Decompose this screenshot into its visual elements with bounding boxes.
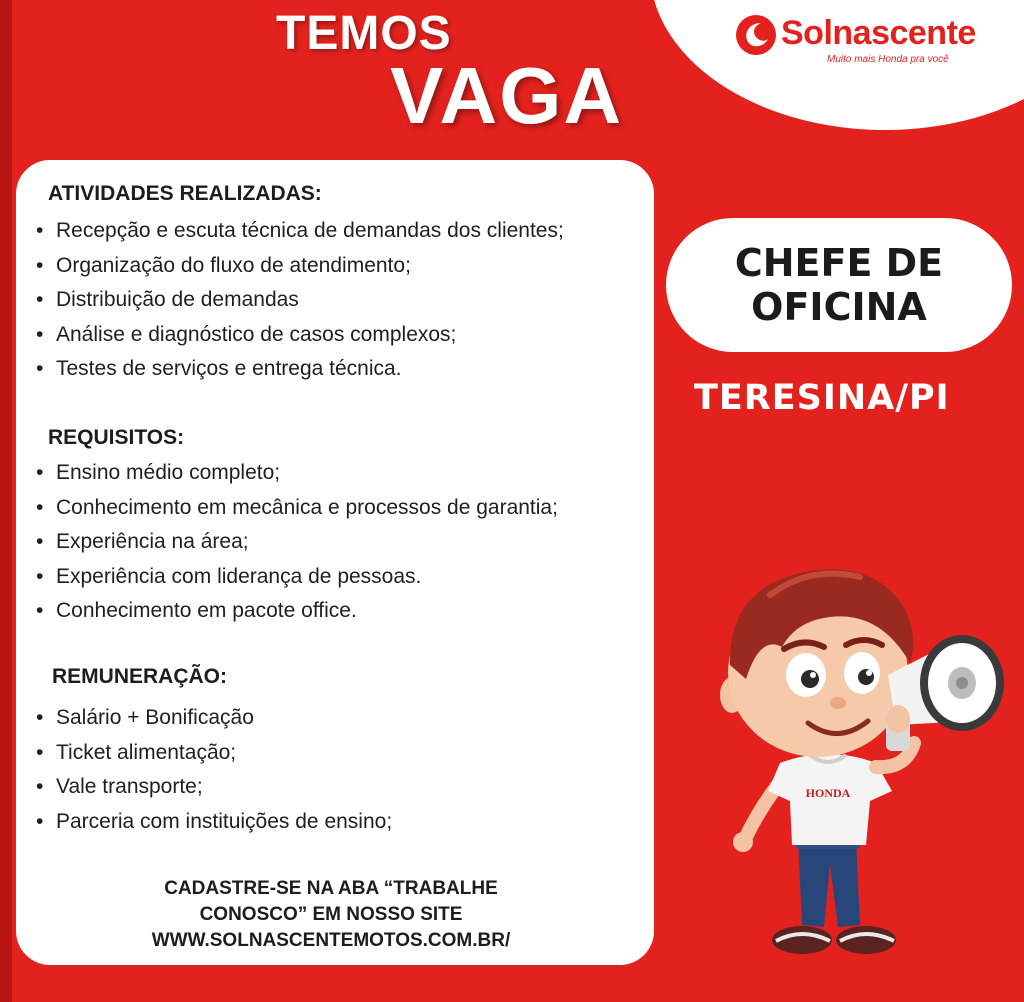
activities-list	[36, 214, 564, 387]
position-line-2: OFICINA	[751, 285, 927, 329]
cta-line-1: CADASTRE-SE NA ABA “TRABALHE	[164, 878, 498, 899]
position-line-1: CHEFE DE	[734, 241, 944, 285]
brand-tagline: Muito mais Honda pra você	[827, 54, 949, 65]
signup-call-to-action	[16, 876, 646, 954]
list-item: • Testes de serviços e entrega técnica.	[36, 352, 564, 387]
list-item: • Experiência na área;	[36, 525, 558, 560]
list-item: • Recepção e escuta técnica de demandas dos clientes;	[36, 214, 564, 249]
compensation-list	[36, 701, 392, 839]
list-item: • Organização do fluxo de atendimento;	[36, 249, 564, 284]
mascot-with-megaphone	[710, 555, 1020, 965]
cta-line-2: CONOSCO” EM NOSSO SITE	[199, 904, 463, 925]
job-location: TERESINA/PI	[694, 378, 950, 418]
list-item: • Distribuição de demandas	[36, 283, 564, 318]
shirt-honda-logo: HONDA	[805, 786, 851, 800]
requirements-list	[36, 456, 558, 629]
list-item: • Vale transporte;	[36, 770, 392, 805]
mascot-head	[720, 569, 913, 757]
position-badge	[666, 218, 1012, 352]
sun-logo-icon	[735, 14, 777, 56]
activities-title: ATIVIDADES REALIZADAS:	[48, 182, 322, 205]
cta-website: WWW.SOLNASCENTEMOTOS.COM.BR/	[151, 930, 511, 951]
headline-line-2: VAGA	[390, 51, 624, 140]
list-item: • Análise e diagnóstico de casos complexos;	[36, 318, 564, 353]
list-item: • Conhecimento em pacote office.	[36, 594, 558, 629]
list-item: • Salário + Bonificação	[36, 701, 392, 736]
list-item: • Parceria com instituições de ensino;	[36, 805, 392, 840]
job-details-card	[16, 160, 654, 965]
position-title	[735, 241, 943, 329]
list-item: • Conhecimento em mecânica e processos de garantia;	[36, 491, 558, 526]
compensation-title: REMUNERAÇÃO:	[52, 665, 227, 688]
headline-line-1: TEMOS	[276, 7, 452, 60]
brand-name: Solnascente	[781, 14, 976, 52]
requirements-title: REQUISITOS:	[48, 426, 185, 449]
list-item: • Ensino médio completo;	[36, 456, 558, 491]
brand-logo	[735, 12, 1015, 70]
list-item: • Experiência com liderança de pessoas.	[36, 560, 558, 595]
mascot-jeans	[796, 835, 860, 927]
mascot-shoes	[772, 926, 896, 954]
list-item: • Ticket alimentação;	[36, 736, 392, 771]
